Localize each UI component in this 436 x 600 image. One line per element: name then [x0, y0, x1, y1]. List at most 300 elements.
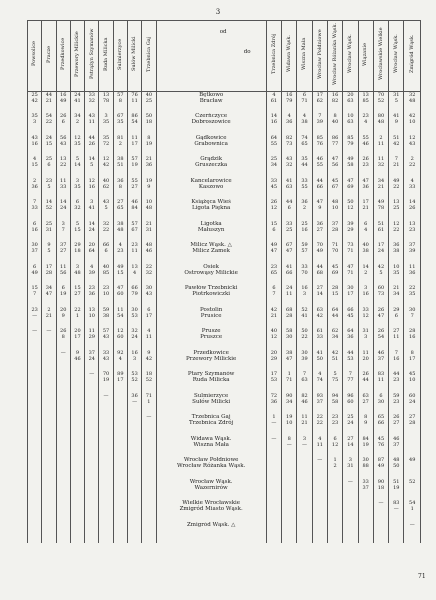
- table-cell: [389, 113, 404, 135]
- cell-value: 21: [45, 98, 53, 105]
- cell-value: 4: [90, 263, 94, 270]
- cell-value: 25: [286, 226, 293, 233]
- cell-value: 8: [118, 98, 122, 105]
- station-name: Osiek: [203, 263, 219, 270]
- table-cell: [70, 307, 84, 329]
- table-cell: [327, 135, 342, 157]
- station-name-cell: [156, 500, 266, 522]
- cell-value: 54: [377, 334, 385, 341]
- cell-value: 55: [316, 162, 323, 169]
- table-cell: [85, 522, 99, 544]
- table-cell: [373, 178, 388, 200]
- table-cell: [266, 285, 281, 307]
- table-cell: [373, 479, 388, 501]
- table-cell: [297, 414, 312, 436]
- table-cell: [282, 221, 297, 243]
- cell-value: 5: [90, 162, 94, 169]
- table-cell: [99, 414, 113, 436]
- table-cell: [70, 242, 84, 264]
- column-header: [373, 21, 388, 92]
- cell-value: 54: [45, 113, 53, 119]
- table-cell: [327, 221, 342, 243]
- table-cell: [142, 328, 156, 350]
- to-label: do: [243, 49, 251, 56]
- table-cell: [404, 350, 421, 372]
- cell-value: 78: [102, 98, 110, 105]
- table-cell: [312, 199, 327, 221]
- table-cell: [404, 285, 421, 307]
- table-row: [28, 479, 421, 501]
- cell-value: 43: [102, 199, 110, 205]
- cell-value: 14: [74, 162, 81, 169]
- cell-value: 37: [377, 355, 385, 362]
- table-cell: [389, 522, 404, 544]
- cell-value: 37: [362, 484, 369, 491]
- table-cell: [42, 500, 56, 522]
- station-name-cell: [156, 414, 266, 436]
- table-cell: [389, 264, 404, 286]
- column-header-label: Wrocław Połdniowe: [316, 29, 323, 79]
- table-cell: [404, 522, 421, 544]
- cell-value: 30: [377, 398, 385, 405]
- cell-value: 18: [145, 119, 153, 126]
- cell-value: 24: [45, 134, 53, 141]
- cell-value: 5: [75, 220, 80, 227]
- table-cell: [113, 350, 127, 372]
- cell-value: 51: [331, 355, 339, 362]
- cell-value: —: [89, 371, 95, 377]
- cell-value: 47: [377, 312, 385, 319]
- cell-value: 17: [377, 242, 385, 248]
- cell-value: 35: [301, 156, 308, 162]
- table-cell: [266, 371, 281, 393]
- cell-value: 64: [270, 134, 278, 141]
- cell-value: 46: [301, 398, 308, 405]
- cell-value: 22: [102, 226, 110, 233]
- cell-value: 16: [286, 92, 293, 98]
- cell-value: 41: [393, 113, 400, 119]
- cell-value: 29: [88, 334, 95, 341]
- table-row: [28, 371, 421, 393]
- cell-value: 7: [61, 226, 65, 233]
- table-cell: [266, 307, 281, 329]
- column-header: [389, 21, 404, 92]
- table-cell: [42, 457, 56, 479]
- cell-value: 1: [410, 506, 414, 513]
- cell-value: 1: [272, 414, 276, 420]
- cell-value: 35: [31, 113, 38, 119]
- cell-value: 85: [347, 134, 354, 141]
- table-cell: [343, 113, 358, 135]
- cell-value: 16: [31, 226, 38, 233]
- table-cell: [70, 522, 84, 544]
- cell-value: 73: [377, 291, 385, 298]
- table-cell: [297, 457, 312, 479]
- column-header: [56, 21, 70, 92]
- station-name-cell: [156, 199, 266, 221]
- table-cell: [28, 393, 42, 415]
- cell-value: 36: [88, 291, 95, 298]
- cell-value: 86: [131, 113, 138, 119]
- table-cell: [358, 522, 373, 544]
- table-cell: [327, 242, 342, 264]
- cell-value: 34: [393, 291, 400, 298]
- cell-value: 76: [316, 140, 323, 147]
- cell-value: 16: [88, 183, 95, 190]
- cell-value: 16: [301, 285, 308, 291]
- cell-value: 27: [393, 328, 400, 334]
- table-cell: [312, 500, 327, 522]
- table-row: [28, 221, 421, 243]
- table-cell: [99, 221, 113, 243]
- cell-value: 66: [286, 269, 293, 276]
- cell-value: 5: [104, 205, 108, 212]
- cell-value: 37: [60, 242, 67, 248]
- cell-value: 70: [377, 92, 385, 98]
- cell-value: 11: [301, 414, 308, 420]
- table-cell: [312, 479, 327, 501]
- cell-value: 36: [286, 119, 293, 126]
- table-cell: [56, 178, 70, 200]
- table-cell: [358, 479, 373, 501]
- cell-value: 22: [45, 119, 53, 126]
- table-cell: [327, 414, 342, 436]
- station-name-cell: [156, 221, 266, 243]
- cell-value: 14: [88, 156, 95, 162]
- column-header-label: Trzebnica Gaj: [145, 36, 152, 72]
- cell-value: 16: [409, 334, 416, 341]
- cell-value: 63: [301, 377, 308, 384]
- cell-value: 20: [88, 242, 95, 248]
- cell-value: 19: [362, 441, 369, 448]
- column-header-label: Zmigród Wąsk.: [409, 34, 416, 74]
- cell-value: 42: [270, 306, 278, 313]
- column-header-label: Wrocław Różanka Wąsk.: [331, 22, 338, 86]
- cell-value: 17: [270, 371, 278, 377]
- cell-value: 33: [60, 183, 67, 190]
- cell-value: 39: [409, 248, 416, 255]
- cell-value: 3: [364, 285, 368, 291]
- cell-value: 52: [301, 306, 308, 313]
- table-cell: [404, 264, 421, 286]
- table-cell: [113, 307, 127, 329]
- cell-value: 12: [270, 334, 278, 341]
- column-header-label: Ruda Milicka: [102, 37, 109, 71]
- cell-value: 54: [409, 500, 416, 506]
- table-cell: [358, 457, 373, 479]
- table-cell: [312, 156, 327, 178]
- column-header-label: Pstrążyn Szymanów: [88, 28, 95, 80]
- table-cell: [266, 178, 281, 200]
- cell-value: 11: [88, 119, 95, 126]
- cell-value: 3: [348, 457, 352, 463]
- cell-value: 6: [33, 263, 37, 270]
- table-cell: [127, 92, 141, 114]
- cell-value: 25: [31, 92, 38, 98]
- cell-value: —: [32, 312, 38, 319]
- cell-value: 11: [316, 441, 323, 448]
- cell-value: 4: [364, 226, 368, 233]
- cell-value: 28: [331, 226, 339, 233]
- table-cell: [404, 92, 421, 114]
- cell-value: 71: [301, 98, 308, 105]
- cell-value: 47: [331, 156, 339, 162]
- table-cell: [70, 414, 84, 436]
- cell-value: 69: [331, 269, 339, 276]
- table-cell: [282, 414, 297, 436]
- station-name: Zmigród Wąsk. △: [186, 521, 236, 528]
- table-cell: [404, 500, 421, 522]
- cell-value: 22: [316, 414, 323, 420]
- table-cell: [312, 371, 327, 393]
- cell-value: 53: [131, 371, 138, 377]
- table-cell: [85, 414, 99, 436]
- cell-value: 23: [131, 242, 138, 248]
- cell-value: 3: [104, 113, 108, 119]
- cell-value: 33: [316, 334, 323, 341]
- table-cell: [142, 156, 156, 178]
- cell-value: 80: [377, 113, 385, 119]
- cell-value: 49: [409, 457, 416, 463]
- table-cell: [28, 199, 42, 221]
- cell-value: 34: [331, 334, 339, 341]
- table-cell: [327, 285, 342, 307]
- column-header-label: Przedkowice: [60, 37, 66, 71]
- cell-value: 41: [88, 205, 95, 212]
- table-cell: [358, 178, 373, 200]
- cell-value: 44: [393, 371, 400, 377]
- cell-value: 44: [45, 92, 53, 98]
- cell-value: 40: [145, 92, 153, 98]
- cell-value: 67: [117, 113, 124, 119]
- table-cell: [127, 371, 141, 393]
- table-cell: [282, 135, 297, 157]
- cell-value: —: [302, 441, 307, 448]
- table-cell: [327, 436, 342, 458]
- cell-value: 29: [347, 226, 354, 233]
- cell-value: 49: [393, 177, 400, 184]
- table-row: [28, 178, 421, 200]
- table-cell: [42, 135, 56, 157]
- table-cell: [70, 436, 84, 458]
- cell-value: 38: [301, 119, 308, 126]
- table-cell: [113, 371, 127, 393]
- cell-value: —: [103, 392, 109, 399]
- cell-value: —: [271, 435, 277, 442]
- cell-value: 35: [102, 119, 110, 126]
- table-row: [28, 199, 421, 221]
- station-name-cell: [156, 264, 266, 286]
- cell-value: 83: [393, 500, 400, 506]
- table-cell: [266, 522, 281, 544]
- table-row: [28, 328, 421, 350]
- cell-value: 28: [331, 285, 339, 291]
- table-cell: [42, 285, 56, 307]
- cell-value: 27: [362, 398, 369, 405]
- cell-value: 58: [347, 162, 354, 169]
- column-header: [404, 21, 421, 92]
- cell-value: 13: [409, 220, 416, 227]
- cell-value: —: [317, 457, 323, 463]
- table-cell: [327, 178, 342, 200]
- table-cell: [327, 500, 342, 522]
- station-name: Pawłów Trzebnicki: [184, 285, 238, 291]
- table-cell: [389, 457, 404, 479]
- cell-value: 71: [331, 242, 339, 248]
- station-name: Pruszce: [200, 334, 223, 341]
- cell-value: 32: [74, 205, 81, 212]
- cell-value: 7: [410, 312, 414, 319]
- cell-value: 23: [88, 285, 95, 291]
- column-header: [28, 21, 42, 92]
- cell-value: 16: [131, 349, 138, 356]
- table-cell: [113, 92, 127, 114]
- table-cell: [56, 199, 70, 221]
- cell-value: 56: [331, 162, 339, 169]
- table-cell: [404, 436, 421, 458]
- cell-value: 44: [316, 177, 323, 184]
- table-cell: [266, 328, 281, 350]
- cell-value: 26: [377, 306, 385, 313]
- table-cell: [127, 242, 141, 264]
- cell-value: 32: [377, 162, 385, 169]
- table-cell: [389, 135, 404, 157]
- cell-value: 68: [316, 269, 323, 276]
- cell-value: 76: [131, 92, 138, 98]
- cell-value: 82: [286, 134, 293, 141]
- cell-value: 6: [47, 162, 51, 169]
- cell-value: 66: [316, 183, 323, 190]
- table-cell: [42, 199, 56, 221]
- cell-value: 7: [272, 291, 276, 298]
- table-cell: [28, 307, 42, 329]
- table-cell: [389, 92, 404, 114]
- table-cell: [127, 221, 141, 243]
- table-cell: [113, 221, 127, 243]
- table-cell: [389, 156, 404, 178]
- table-cell: [99, 436, 113, 458]
- cell-value: 8: [147, 134, 151, 141]
- cell-value: 17: [362, 199, 369, 205]
- table-cell: [70, 178, 84, 200]
- station-name: Książęca Wieś: [191, 199, 231, 205]
- cell-value: 44: [362, 377, 369, 384]
- column-header: [358, 21, 373, 92]
- table-cell: [282, 436, 297, 458]
- table-cell: [327, 92, 342, 114]
- cell-value: 15: [31, 162, 38, 169]
- column-header: [42, 21, 56, 92]
- cell-value: 89: [117, 371, 124, 377]
- cell-value: 31: [362, 328, 369, 334]
- cell-value: 17: [347, 291, 354, 298]
- cell-value: 30: [286, 334, 293, 341]
- column-header: [127, 21, 141, 92]
- table-cell: [404, 479, 421, 501]
- cell-value: 23: [31, 306, 38, 313]
- cell-value: 26: [362, 156, 369, 162]
- cell-value: 22: [74, 306, 81, 313]
- cell-value: 65: [270, 269, 278, 276]
- table-cell: [404, 178, 421, 200]
- cell-value: 62: [102, 183, 110, 190]
- table-cell: [56, 371, 70, 393]
- table-cell: [113, 199, 127, 221]
- cell-value: 81: [117, 134, 124, 141]
- table-cell: [373, 328, 388, 350]
- table-cell: [297, 285, 312, 307]
- cell-value: 15: [117, 269, 124, 276]
- cell-value: 75: [331, 377, 339, 384]
- table-row: [28, 264, 421, 286]
- cell-value: 66: [347, 306, 354, 313]
- cell-value: 1: [287, 371, 291, 377]
- cell-value: 4: [147, 328, 151, 334]
- cell-value: 42: [145, 355, 153, 362]
- table-cell: [327, 113, 342, 135]
- from-to-header: [156, 21, 266, 92]
- table-cell: [343, 178, 358, 200]
- cell-value: 59: [393, 392, 400, 399]
- table-cell: [327, 199, 342, 221]
- cell-value: 11: [60, 263, 67, 270]
- column-header-label: Wiązanie: [362, 42, 369, 66]
- cell-value: 29: [74, 242, 81, 248]
- cell-value: 8: [287, 435, 291, 442]
- cell-value: 50: [393, 463, 400, 470]
- cell-value: 13: [131, 263, 138, 270]
- cell-value: 5: [47, 183, 51, 190]
- table-cell: [42, 307, 56, 329]
- table-cell: [282, 156, 297, 178]
- table-cell: [127, 393, 141, 415]
- cell-value: 16: [31, 140, 38, 147]
- table-cell: [373, 307, 388, 329]
- table-cell: [312, 350, 327, 372]
- cell-value: 10: [409, 119, 416, 126]
- cell-value: 12: [102, 156, 110, 162]
- cell-value: 47: [286, 248, 293, 255]
- cell-value: 19: [145, 177, 153, 184]
- cell-value: 10: [102, 291, 110, 298]
- table-cell: [113, 264, 127, 286]
- cell-value: 9: [394, 119, 398, 126]
- cell-value: 30: [301, 349, 308, 356]
- table-cell: [42, 221, 56, 243]
- cell-value: 96: [347, 392, 354, 399]
- table-cell: [127, 522, 141, 544]
- cell-value: 88: [362, 463, 369, 470]
- table-cell: [85, 156, 99, 178]
- station-name-cell: [156, 479, 266, 501]
- table-cell: [373, 393, 388, 415]
- table-cell: [389, 350, 404, 372]
- cell-value: 86: [331, 134, 339, 141]
- table-cell: [99, 113, 113, 135]
- cell-value: 16: [331, 92, 339, 98]
- cell-value: 6: [302, 92, 307, 98]
- cell-value: 11: [117, 306, 124, 313]
- cell-value: 79: [131, 291, 138, 298]
- cell-value: 20: [270, 349, 278, 356]
- table-cell: [70, 479, 84, 501]
- cell-value: 30: [362, 457, 369, 463]
- table-cell: [85, 178, 99, 200]
- station-name-cell: [156, 522, 266, 544]
- cell-value: 8: [410, 349, 414, 356]
- cell-value: 31: [45, 226, 53, 233]
- cell-value: 11: [377, 140, 385, 147]
